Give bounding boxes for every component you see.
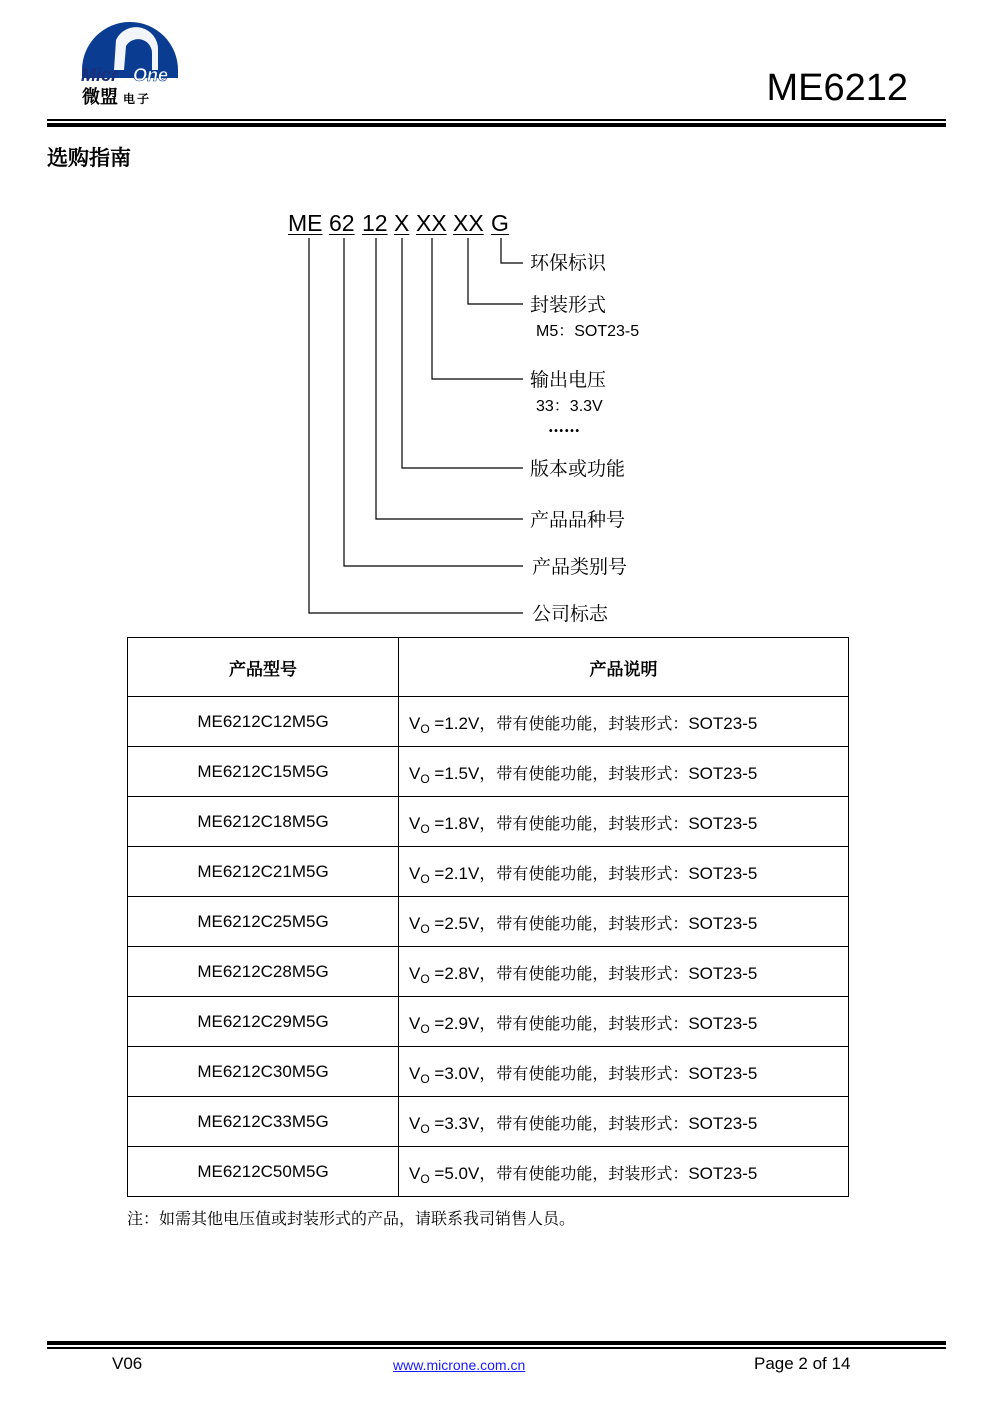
table-row	[128, 797, 849, 847]
voltage-value: =2.9V，	[429, 1014, 497, 1033]
vo-subscript: O	[420, 872, 430, 886]
vo-subscript: O	[420, 1122, 430, 1136]
description-text: 带有使能功能，封装形式：	[496, 1164, 689, 1183]
label-package-sub: M5：SOT23-5	[536, 323, 640, 340]
vo-symbol: V	[409, 1064, 421, 1083]
model-cell: ME6212C33M5G	[128, 1097, 399, 1147]
footer-website-link[interactable]: www.microne.com.cn	[393, 1357, 526, 1373]
description-cell	[399, 1147, 849, 1197]
label-version: 版本或功能	[530, 458, 626, 480]
voltage-value: =1.5V，	[429, 764, 497, 783]
description-cell	[399, 747, 849, 797]
vo-subscript: O	[420, 822, 430, 836]
vo-subscript: O	[420, 1172, 430, 1186]
vo-subscript: O	[420, 922, 430, 936]
description-text: 带有使能功能，封装形式：	[496, 1014, 689, 1033]
connector-variety	[376, 238, 523, 519]
company-logo	[78, 20, 188, 110]
connector-category	[344, 238, 523, 566]
package-value: SOT23-5	[688, 764, 758, 783]
description-cell	[399, 897, 849, 947]
logo-text-one: One	[133, 65, 169, 85]
vo-symbol: V	[409, 1114, 421, 1133]
description-text: 带有使能功能，封装形式：	[496, 814, 689, 833]
vo-subscript: O	[420, 1022, 430, 1036]
table-note: 注：如需其他电压值或封装形式的产品，请联系我司销售人员。	[127, 1209, 576, 1228]
code-seg-12: 12	[362, 210, 388, 236]
model-cell: ME6212C21M5G	[128, 847, 399, 897]
vo-subscript: O	[420, 1072, 430, 1086]
code-seg-g: G	[491, 210, 509, 236]
voltage-value: =1.8V，	[429, 814, 497, 833]
description-cell	[399, 947, 849, 997]
label-voltage-more: ……	[548, 417, 580, 436]
vo-symbol: V	[409, 1164, 421, 1183]
package-value: SOT23-5	[688, 914, 758, 933]
model-cell: ME6212C29M5G	[128, 997, 399, 1047]
voltage-value: =5.0V，	[429, 1164, 497, 1183]
vo-symbol: V	[409, 914, 421, 933]
vo-symbol: V	[409, 714, 421, 733]
vo-subscript: O	[420, 722, 430, 736]
voltage-value: =1.2V，	[429, 714, 497, 733]
logo-text-cn-small: 电子	[123, 92, 152, 106]
footer-rule-thin	[47, 1347, 946, 1349]
label-eco: 环保标识	[530, 252, 607, 274]
vo-subscript: O	[420, 772, 430, 786]
voltage-value: =3.3V，	[429, 1114, 497, 1133]
description-cell	[399, 1047, 849, 1097]
voltage-value: =2.1V，	[429, 864, 497, 883]
logo-text-cn: 微盟	[82, 87, 118, 108]
description-text: 带有使能功能，封装形式：	[496, 1114, 689, 1133]
package-value: SOT23-5	[688, 864, 758, 883]
model-table	[127, 637, 849, 1197]
model-cell: ME6212C30M5G	[128, 1047, 399, 1097]
model-cell: ME6212C50M5G	[128, 1147, 399, 1197]
label-voltage-sub: 33：3.3V	[536, 398, 603, 415]
table-body	[128, 697, 849, 1197]
package-value: SOT23-5	[688, 714, 758, 733]
table-row	[128, 1047, 849, 1097]
footer-version: V06	[112, 1354, 143, 1373]
vo-symbol: V	[409, 764, 421, 783]
document-title: ME6212	[766, 67, 908, 109]
table-row	[128, 697, 849, 747]
header-rule-thin	[47, 119, 946, 121]
code-seg-62: 62	[329, 210, 355, 236]
code-seg-x: X	[394, 210, 410, 236]
table-row	[128, 897, 849, 947]
code-seg-xx-package: XX	[453, 210, 484, 236]
model-cell: ME6212C28M5G	[128, 947, 399, 997]
logo-text-micr: Micr	[81, 65, 119, 85]
connector-package	[468, 238, 523, 304]
description-cell	[399, 697, 849, 747]
description-text: 带有使能功能，封装形式：	[496, 964, 689, 983]
table-row	[128, 847, 849, 897]
connector-version	[402, 238, 523, 468]
header-model: 产品型号	[128, 638, 399, 697]
description-text: 带有使能功能，封装形式：	[496, 764, 689, 783]
header-rule-thick	[47, 123, 946, 127]
connector-company	[309, 238, 523, 613]
package-value: SOT23-5	[688, 964, 758, 983]
description-cell	[399, 1097, 849, 1147]
package-value: SOT23-5	[688, 1114, 758, 1133]
description-text: 带有使能功能，封装形式：	[496, 914, 689, 933]
label-product-category: 产品类别号	[532, 556, 628, 578]
model-cell: ME6212C12M5G	[128, 697, 399, 747]
vo-symbol: V	[409, 1014, 421, 1033]
package-value: SOT23-5	[688, 814, 758, 833]
label-company: 公司标志	[532, 603, 609, 625]
model-cell: ME6212C25M5G	[128, 897, 399, 947]
voltage-value: =3.0V，	[429, 1064, 497, 1083]
connector-voltage	[432, 238, 523, 379]
vo-symbol: V	[409, 864, 421, 883]
label-package: 封装形式	[530, 294, 607, 316]
description-text: 带有使能功能，封装形式：	[496, 864, 689, 883]
description-cell	[399, 847, 849, 897]
description-text: 带有使能功能，封装形式：	[496, 714, 689, 733]
package-value: SOT23-5	[688, 1064, 758, 1083]
footer-page-number: Page 2 of 14	[754, 1354, 851, 1373]
code-seg-me: ME	[288, 210, 323, 236]
model-cell: ME6212C15M5G	[128, 747, 399, 797]
voltage-value: =2.8V，	[429, 964, 497, 983]
table-row	[128, 997, 849, 1047]
logo-graphic	[78, 20, 188, 110]
model-cell: ME6212C18M5G	[128, 797, 399, 847]
voltage-value: =2.5V，	[429, 914, 497, 933]
table-row	[128, 1097, 849, 1147]
vo-symbol: V	[409, 814, 421, 833]
vo-subscript: O	[420, 972, 430, 986]
section-title: 选购指南	[47, 146, 131, 170]
footer-rule-thick	[47, 1341, 946, 1345]
table-row	[128, 947, 849, 997]
table-row	[128, 1147, 849, 1197]
connector-eco	[501, 238, 523, 263]
description-cell	[399, 997, 849, 1047]
description-cell	[399, 797, 849, 847]
label-voltage: 输出电压	[530, 369, 607, 391]
label-product-variety: 产品品种号	[530, 509, 626, 531]
description-text: 带有使能功能，封装形式：	[496, 1064, 689, 1083]
vo-symbol: V	[409, 964, 421, 983]
package-value: SOT23-5	[688, 1014, 758, 1033]
table-header-row	[128, 638, 849, 697]
table-row	[128, 747, 849, 797]
code-seg-xx-voltage: XX	[416, 210, 447, 236]
package-value: SOT23-5	[688, 1164, 758, 1183]
header-description: 产品说明	[399, 638, 849, 697]
